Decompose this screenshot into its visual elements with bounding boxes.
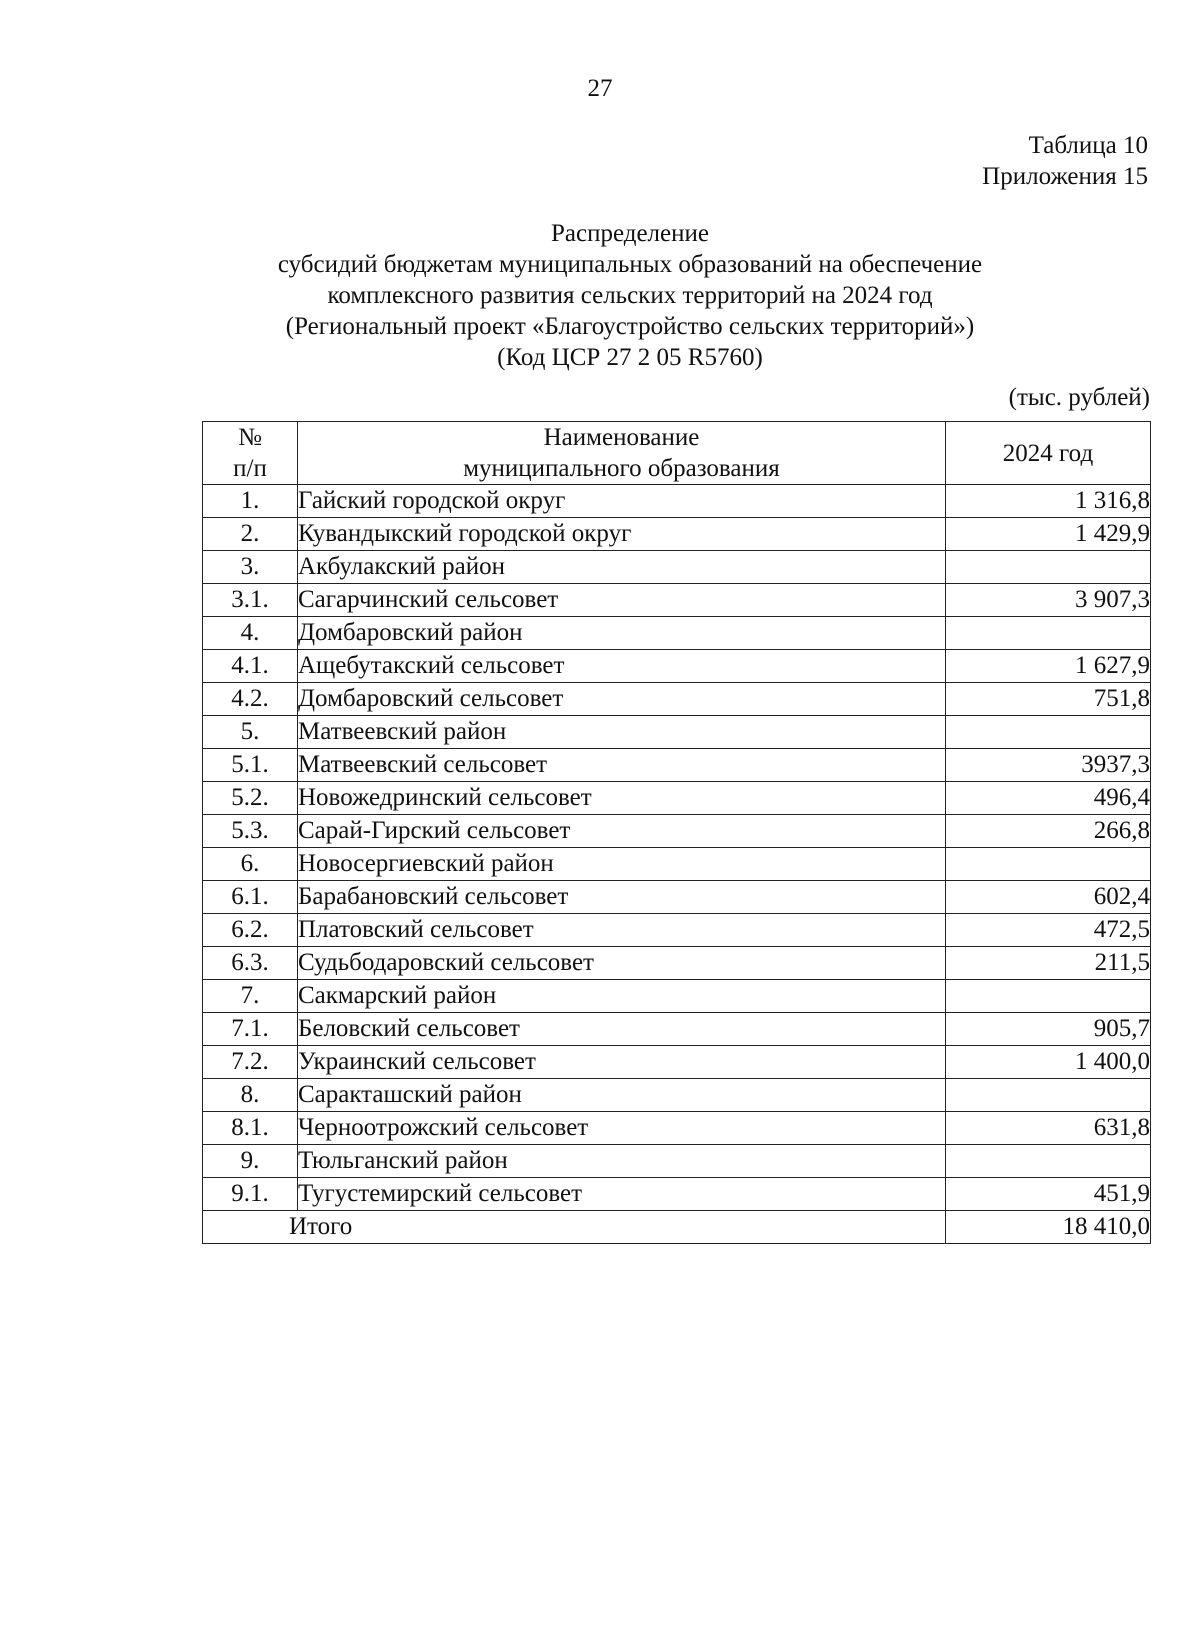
row-number: 9.1.	[203, 1178, 298, 1211]
header-number-line: п/п	[233, 455, 267, 482]
title-line: субсидий бюджетам муниципальных образований на обеспечение	[277, 251, 983, 278]
row-name: Новосергиевский район	[298, 848, 946, 881]
row-name: Тюльганский район	[298, 1145, 946, 1178]
header-name-line: Наименование	[543, 424, 700, 451]
table-row	[203, 1178, 1151, 1211]
row-number: 8.1.	[203, 1112, 298, 1145]
row-name: Гайский городской округ	[298, 485, 946, 518]
row-name: Сарай-Гирский сельсовет	[298, 815, 946, 848]
row-value: 1 627,9	[946, 650, 1151, 683]
table-reference-line: Приложения 15	[982, 163, 1148, 190]
header-number	[203, 422, 298, 485]
row-name: Платовский сельсовет	[298, 914, 946, 947]
row-number: 3.	[203, 551, 298, 584]
row-number: 4.2.	[203, 683, 298, 716]
row-number: 6.1.	[203, 881, 298, 914]
header-year: 2024 год	[946, 422, 1151, 485]
title-line: комплексного развития сельских территорий на 2024 год	[327, 282, 933, 309]
total-label: Итого	[203, 1211, 946, 1244]
row-value: 905,7	[946, 1013, 1151, 1046]
total-value: 18 410,0	[946, 1211, 1151, 1244]
row-value: 451,9	[946, 1178, 1151, 1211]
row-value: 496,4	[946, 782, 1151, 815]
row-name: Акбулакский район	[298, 551, 946, 584]
row-name: Кувандыкский городской округ	[298, 518, 946, 551]
table-row	[203, 485, 1151, 518]
title-line: Распределение	[551, 220, 709, 247]
row-number: 1.	[203, 485, 298, 518]
table-row	[203, 1013, 1151, 1046]
document-title	[180, 218, 1080, 373]
row-number: 9.	[203, 1145, 298, 1178]
row-value: 211,5	[946, 947, 1151, 980]
row-value	[946, 1079, 1151, 1112]
row-number: 4.1.	[203, 650, 298, 683]
header-number-line: №	[238, 424, 262, 451]
page-number: 27	[587, 75, 613, 102]
subsidy-allocation-table	[202, 421, 1151, 1244]
table-reference-line: Таблица 10	[1028, 132, 1148, 159]
row-number: 7.2.	[203, 1046, 298, 1079]
table-row	[203, 815, 1151, 848]
row-name: Ащебутакский сельсовет	[298, 650, 946, 683]
table-row	[203, 749, 1151, 782]
row-number: 3.1.	[203, 584, 298, 617]
row-value: 751,8	[946, 683, 1151, 716]
table-reference	[982, 130, 1148, 192]
row-name: Барабановский сельсовет	[298, 881, 946, 914]
table-body	[203, 485, 1151, 1211]
row-value	[946, 617, 1151, 650]
row-number: 5.2.	[203, 782, 298, 815]
table-row	[203, 782, 1151, 815]
table-row	[203, 584, 1151, 617]
table-row	[203, 1145, 1151, 1178]
row-value: 1 400,0	[946, 1046, 1151, 1079]
row-number: 4.	[203, 617, 298, 650]
row-name: Украинский сельсовет	[298, 1046, 946, 1079]
row-value: 602,4	[946, 881, 1151, 914]
table-header-row	[203, 422, 1151, 485]
row-number: 7.1.	[203, 1013, 298, 1046]
table-row	[203, 914, 1151, 947]
table-row	[203, 1079, 1151, 1112]
row-number: 5.1.	[203, 749, 298, 782]
row-name: Домбаровский сельсовет	[298, 683, 946, 716]
row-value: 3 907,3	[946, 584, 1151, 617]
table-row	[203, 848, 1151, 881]
row-name: Домбаровский район	[298, 617, 946, 650]
table-row	[203, 551, 1151, 584]
header-name	[298, 422, 946, 485]
row-value	[946, 848, 1151, 881]
row-value	[946, 980, 1151, 1013]
table-row	[203, 881, 1151, 914]
table-row	[203, 980, 1151, 1013]
title-line: (Региональный проект «Благоустройство сельских территорий»)	[285, 313, 975, 340]
row-number: 8.	[203, 1079, 298, 1112]
row-value	[946, 551, 1151, 584]
table-row	[203, 947, 1151, 980]
total-row	[203, 1211, 1151, 1244]
row-number: 6.2.	[203, 914, 298, 947]
table-row	[203, 617, 1151, 650]
table-row	[203, 1112, 1151, 1145]
row-number: 7.	[203, 980, 298, 1013]
row-name: Судьбодаровский сельсовет	[298, 947, 946, 980]
table-row	[203, 650, 1151, 683]
row-value: 1 316,8	[946, 485, 1151, 518]
row-value	[946, 1145, 1151, 1178]
units-label: (тыс. рублей)	[1008, 384, 1150, 411]
row-name: Сакмарский район	[298, 980, 946, 1013]
row-value: 3937,3	[946, 749, 1151, 782]
row-value: 472,5	[946, 914, 1151, 947]
row-number: 5.3.	[203, 815, 298, 848]
row-number: 2.	[203, 518, 298, 551]
table-row	[203, 1046, 1151, 1079]
row-value	[946, 716, 1151, 749]
row-name: Матвеевский район	[298, 716, 946, 749]
row-number: 6.	[203, 848, 298, 881]
table-row	[203, 683, 1151, 716]
row-value: 1 429,9	[946, 518, 1151, 551]
header-name-line: муниципального образования	[463, 455, 780, 482]
row-name: Новожедринский сельсовет	[298, 782, 946, 815]
row-number: 5.	[203, 716, 298, 749]
table-row	[203, 518, 1151, 551]
row-name: Тугустемирский сельсовет	[298, 1178, 946, 1211]
row-name: Саракташский район	[298, 1079, 946, 1112]
row-name: Сагарчинский сельсовет	[298, 584, 946, 617]
row-number: 6.3.	[203, 947, 298, 980]
row-name: Черноотрожский сельсовет	[298, 1112, 946, 1145]
row-value: 266,8	[946, 815, 1151, 848]
row-value: 631,8	[946, 1112, 1151, 1145]
table-row	[203, 716, 1151, 749]
row-name: Матвеевский сельсовет	[298, 749, 946, 782]
row-name: Беловский сельсовет	[298, 1013, 946, 1046]
title-line: (Код ЦСР 27 2 05 R5760)	[497, 344, 763, 371]
